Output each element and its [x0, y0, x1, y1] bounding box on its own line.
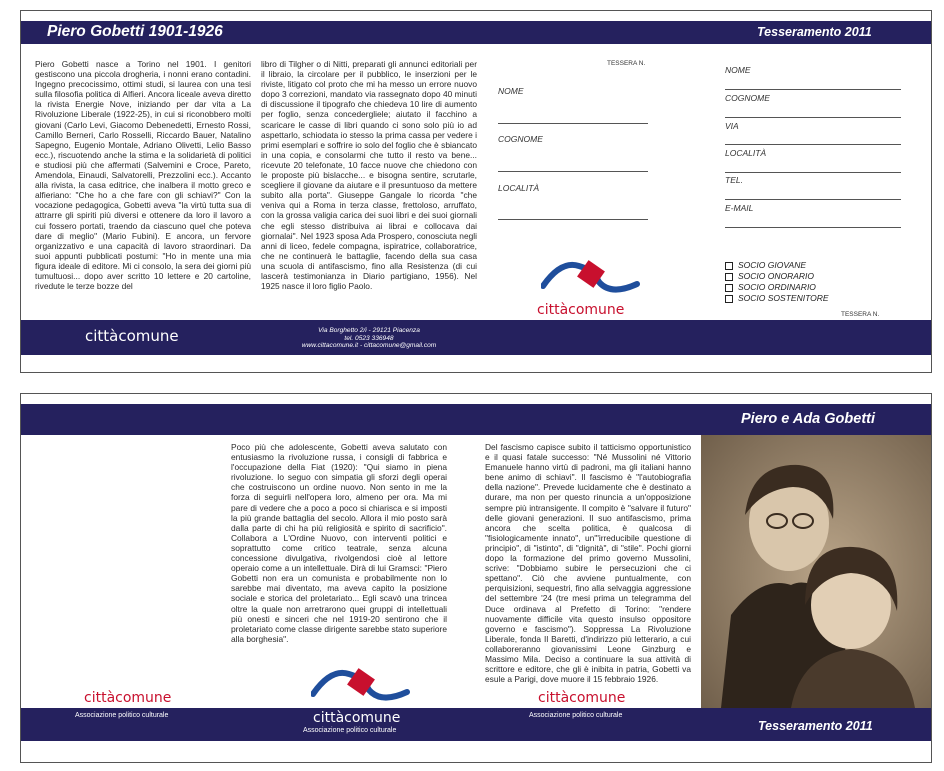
card-logo-text: cittàcomune	[537, 302, 625, 318]
page-title: Piero Gobetti 1901-1926	[47, 23, 223, 40]
localita-label: LOCALITÀ	[498, 183, 540, 193]
tagline-3: Associazione politico culturale	[529, 712, 623, 719]
checkbox-socio-giovane[interactable]	[725, 260, 806, 270]
portrait-image	[701, 435, 931, 708]
checkbox-label: SOCIO ORDINARIO	[738, 282, 816, 292]
localita-field-right[interactable]	[725, 172, 901, 173]
checkbox-socio-onorario[interactable]	[725, 271, 814, 281]
card-number-label: TESSERA N.	[607, 60, 646, 67]
tel-field[interactable]	[725, 199, 901, 200]
cognome-field[interactable]	[498, 171, 648, 172]
cognome-label-right: COGNOME	[725, 93, 770, 103]
nome-label-right: NOME	[725, 65, 751, 75]
via-field[interactable]	[725, 144, 901, 145]
membership-title: Tesseramento 2011	[758, 719, 873, 733]
membership-card-back	[20, 393, 932, 763]
footer-logo-text: cittàcomune	[85, 327, 179, 345]
checkbox-label: SOCIO SOSTENITORE	[738, 293, 829, 303]
biography-column-3: Del fascismo capisce subito il tatticismo opportunistico e il quasi fatale successo: "Né Mussolini né Vittorio Emanuele hanno virtù di padroni, ma gli italiani hanno bene animo di schiavi". Il fascismo è "l'autobiografia della nazione". Prevede lucidamente che è destinato a durare, ma non per questo rinuncia a un'opposizione sempre più intransigente. Il compito è "salvare il futuro" delle giovani generazioni. Il suo antifascismo, prima ancora che scelta politica, è qualcosa di "fisiologicamente innato", un'"irreducibile questione di principio", di "istinto", di "dignità", di "stile". Pochi giorni dopo la formazione del primo governo Mussolini, scrive: "Dobbiamo subire le persecuzioni che ci spettano". Ciò che avviene puntualmente, con perquisizioni, sequestri, fino alla selvaggia aggressione del settembre '24 (tre mesi prima un telegramma del Duce ordinava al Prefetto di Torino: "rendere nuovamente difficile vita questo insulso oppositore governo e fascismo"). Soppressa La Rivoluzione Liberale, fonda Il Baretti, d'indirizzo più letterario, a cui collaboreranno giovanissimi Leone Ginzburg e Massimo Mila. Deciso a continuare la sua attività di scrittore e editore, che gli è inibita in patria, Gobetti va esule a Parigi, dove muore il 15 febbraio 1926.	[485, 442, 691, 685]
cognome-label: COGNOME	[498, 134, 543, 144]
email-label: E-MAIL	[725, 203, 754, 213]
page-title: Piero e Ada Gobetti	[741, 411, 876, 427]
nome-field[interactable]	[498, 123, 648, 124]
checkbox-box[interactable]	[725, 295, 733, 303]
checkbox-socio-sostenitore[interactable]	[725, 293, 829, 303]
cittacomune-logo-icon	[311, 656, 411, 708]
biography-column-2: libro di Tilgher o di Nitti, preparati gli annunci editoriali per il libraio, la circolare per il pubblico, le inserzioni per le riviste, litigato col proto che mi ha messo un errore nuovo dopo 3 correzioni, mandato via rassegnato dopo 40 minuti di discussione il tipografo che chiedeva 10 lire di aumento per foglio, senza concedergliele; aiutato il facchino a scaricare le casse di libri quando ci sono solo più io ad aspettarlo, schiodata io stesso la prima cassa per vedere i primi esemplari e soffrire io solo del foglio che è sbiancato in una copia, e consolarmi che tutto il resto va bene... ricevute 20 telefonate, 10 facce nuove che chiedono con le proposte più bislacche... e bisogna sentire, scrutarle, scegliere il giovane da aiutare e il presuntuoso da mettere subito alla porta". Giuseppe Gangale lo ricorda "che veniva qui a Roma in terza classe, frettoloso, arruffato, con la grossa valigia carica dei suoi libri e dei suoi giornali che egli stesso distribuiva ai librai e collocava dai giornalai". Nel 1923 sposa Ada Prospero, conosciuta negli anni di liceo, fedele compagna, ispiratrice, collaboratrice, che ne continuerà le battaglie, facendo della sua casa una scuola di antifascismo, fino alla Resistenza (di cui lascerà testimonianza in Diario partigiano, 1956). Nel 1925 nasce il loro figlio Paolo.	[261, 59, 477, 292]
nome-field-right[interactable]	[725, 89, 901, 90]
portrait-photo	[701, 435, 931, 708]
logo-text-2: cittàcomune	[313, 710, 401, 726]
localita-label-right: LOCALITÀ	[725, 148, 767, 158]
checkbox-socio-ordinario[interactable]	[725, 282, 816, 292]
card-number-label-right: TESSERA N.	[841, 311, 880, 318]
localita-field[interactable]	[498, 219, 648, 220]
logo-text-1: cittàcomune	[84, 690, 172, 706]
membership-title: Tesseramento 2011	[757, 25, 872, 39]
nome-label: NOME	[498, 86, 524, 96]
tel-label: TEL.	[725, 175, 743, 185]
checkbox-label: SOCIO ONORARIO	[738, 271, 815, 281]
email-field[interactable]	[725, 227, 901, 228]
phone-line: tel. 0523 336948	[344, 334, 394, 342]
via-label: VIA	[725, 121, 739, 131]
membership-card-front	[20, 10, 932, 373]
logo-text-3: cittàcomune	[538, 690, 626, 706]
contact-info	[261, 327, 477, 350]
address-line: Via Borghetto 2/i - 29121 Piacenza	[318, 327, 420, 334]
biography-column-2: Poco più che adolescente, Gobetti aveva salutato con entusiasmo la rivoluzione russa, i consigli di fabbrica e l'occupazione della Fiat (1920): "Qui siamo in piena rivoluzione. Io seguo con simpatia gli sforzi degli operai che costruiscono un ordine nuovo. Non sento in me la forza di seguirli nell'opera loro, almeno per ora. Ma mi pare di vedere che a poco a poco si chiarisca e si imposti la più grande battaglia del secolo. Allora il mio posto sarà dalla parte di chi ha più religiosità e spirito di sacrificio". Collabora a L'Ordine Nuovo, con interventi politici e soprattutto come critico teatrale, senza alcuna concessione divulgativa, rivolgendosi cioè al lettore operaio come a un intellettuale. Dirà di lui Gramsci: "Piero Gobetti non era un comunista e probabilmente non lo sarebbe mai diventato, ma aveva capito la posizione sociale e storica del proletariato... Egli scavò una trincea oltre la quale non arretrarono quei gruppi di intellettuali più onesti e sinceri che nel 1919-20 sentirono che il proletariato come classe dirigente sarebbe stato superiore alla borghesia".	[231, 442, 447, 644]
cognome-field-right[interactable]	[725, 117, 901, 118]
checkbox-box[interactable]	[725, 273, 733, 281]
tagline-2: Associazione politico culturale	[303, 727, 397, 734]
checkbox-label: SOCIO GIOVANE	[738, 260, 807, 270]
checkbox-box[interactable]	[725, 262, 733, 270]
web-email-line: www.cittacomune.it - cittacomune@gmail.com	[301, 342, 437, 349]
checkbox-box[interactable]	[725, 284, 733, 292]
biography-column-1: Piero Gobetti nasce a Torino nel 1901. I genitori gestiscono una piccola drogheria, i nonni erano contadini. Ingegno precocissimo, ottimi studi, si laurea con una tesi sulla filosofia politica di Alfieri. Ancora liceale aveva diretto la rivista Energie Nove, iniziando per dar vita a La Rivoluzione Liberale (1922-25), in cui si riconobbero molti giovani (Carlo Levi, Giacomo Debenedetti, Ernesto Rossi, Camillo Berneri, Carlo Rosselli, Riccardo Bauer, Natalino Sapegno, Eugenio Montale, Adriano Olivetti, Lelio Basso ecc.), riscuotendo anche la stima e la solidarietà di politici e studiosi più che affermati (Salvemini e Croce, Pareto, Amendola, Einaudi, Salvatorelli, Prezzolini ecc.). Accanto alla rivista, la casa editrice, che inalbera il motto greco e alfieriano: "Che ho a che fare con gli schiavi?" Con la vocazione pedagogica, Gobetti aveva "la virtù tutta sua di attrarre gli spiriti più diversi e ottenere da loro il lavoro a cui fossero portati, traendo da ciascuno quel che poteva dare di meglio" (Mario Fubini). E ancora, un fervore organizzativo e una capacità di lavoro straordinari. Da suoi appunti pubblicati postumi: "Ho in mente una mia figura ideale di editore. Mi ci consolo, la sera dei giorni più tumultuosi... dopo aver scritto 10 lettere e 20 cartoline, rivedute le terze bozze del	[35, 59, 251, 292]
tagline-1: Associazione politico culturale	[75, 712, 169, 719]
cittacomune-logo-icon	[541, 246, 641, 301]
